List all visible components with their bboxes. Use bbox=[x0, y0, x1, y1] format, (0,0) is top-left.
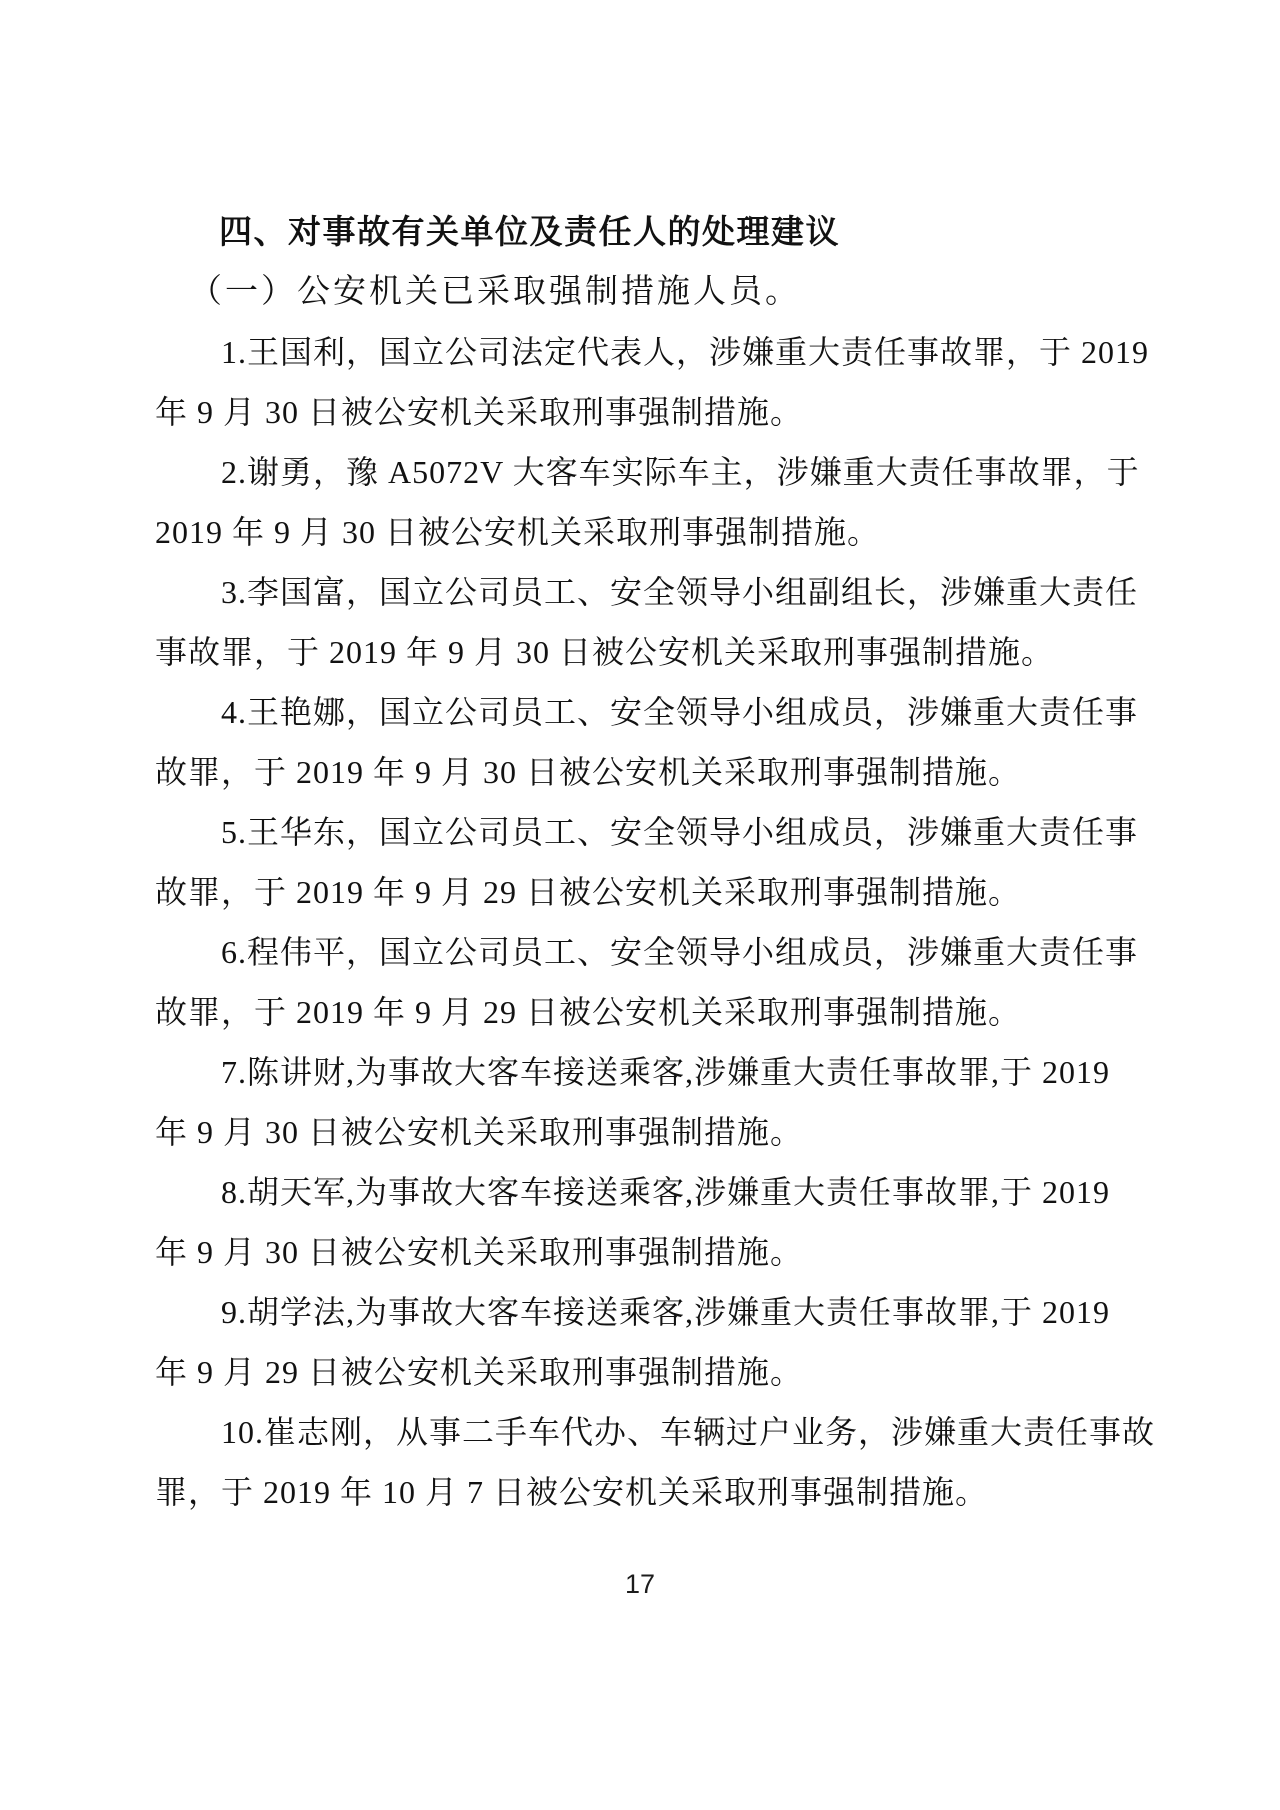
list-item-2 bbox=[155, 442, 1145, 562]
paragraph-line: 故罪，于 2019 年 9 月 30 日被公安机关采取刑事强制措施。 bbox=[155, 754, 1022, 790]
paragraph-line: 罪，于 2019 年 10 月 7 日被公安机关采取刑事强制措施。 bbox=[155, 1474, 989, 1510]
paragraph-line: 年 9 月 29 日被公安机关采取刑事强制措施。 bbox=[155, 1354, 804, 1390]
subsection-heading: （一）公安机关已采取强制措施人员。 bbox=[189, 274, 801, 310]
paragraph-line: 事故罪，于 2019 年 9 月 30 日被公安机关采取刑事强制措施。 bbox=[155, 634, 1055, 670]
list-item-5 bbox=[155, 802, 1145, 922]
document-body bbox=[155, 202, 1156, 1522]
paragraph-line: 年 9 月 30 日被公安机关采取刑事强制措施。 bbox=[155, 1234, 804, 1270]
list-item-9 bbox=[155, 1282, 1145, 1402]
list-item-8 bbox=[155, 1162, 1145, 1282]
list-item-10 bbox=[155, 1402, 1156, 1522]
paragraph-line: 1.王国利，国立公司法定代表人，涉嫌重大责任事故罪，于 2019 bbox=[221, 334, 1150, 370]
paragraph-line: 5.王华东，国立公司员工、安全领导小组成员，涉嫌重大责任事 bbox=[221, 814, 1139, 850]
section-heading: 四、对事故有关单位及责任人的处理建议 bbox=[219, 213, 840, 250]
list-item-6 bbox=[155, 922, 1145, 1042]
list-item-1 bbox=[155, 322, 1150, 442]
list-item-4 bbox=[155, 682, 1145, 802]
paragraph-line: 2.谢勇，豫 A5072V 大客车实际车主，涉嫌重大责任事故罪，于 bbox=[221, 454, 1140, 490]
paragraph-line: 10.崔志刚，从事二手车代办、车辆过户业务，涉嫌重大责任事故 bbox=[221, 1414, 1156, 1450]
list-item-3 bbox=[155, 562, 1145, 682]
paragraph-line: 8.胡天军,为事故大客车接送乘客,涉嫌重大责任事故罪,于 2019 bbox=[221, 1174, 1111, 1210]
paragraph-line: 年 9 月 30 日被公安机关采取刑事强制措施。 bbox=[155, 1114, 804, 1150]
page-number: 17 bbox=[624, 1569, 656, 1599]
paragraph-line: 3.李国富，国立公司员工、安全领导小组副组长，涉嫌重大责任 bbox=[221, 574, 1139, 610]
paragraph-line: 9.胡学法,为事故大客车接送乘客,涉嫌重大责任事故罪,于 2019 bbox=[221, 1294, 1111, 1330]
paragraph-line: 年 9 月 30 日被公安机关采取刑事强制措施。 bbox=[155, 394, 804, 430]
paragraph-line: 2019 年 9 月 30 日被公安机关采取刑事强制措施。 bbox=[155, 514, 881, 550]
paragraph-line: 故罪，于 2019 年 9 月 29 日被公安机关采取刑事强制措施。 bbox=[155, 994, 1022, 1030]
paragraph-line: 6.程伟平，国立公司员工、安全领导小组成员，涉嫌重大责任事 bbox=[221, 934, 1139, 970]
paragraph-line: 故罪，于 2019 年 9 月 29 日被公安机关采取刑事强制措施。 bbox=[155, 874, 1022, 910]
paragraph-line: 4.王艳娜，国立公司员工、安全领导小组成员，涉嫌重大责任事 bbox=[221, 694, 1139, 730]
paragraph-line: 7.陈讲财,为事故大客车接送乘客,涉嫌重大责任事故罪,于 2019 bbox=[221, 1054, 1111, 1090]
list-item-7 bbox=[155, 1042, 1145, 1162]
